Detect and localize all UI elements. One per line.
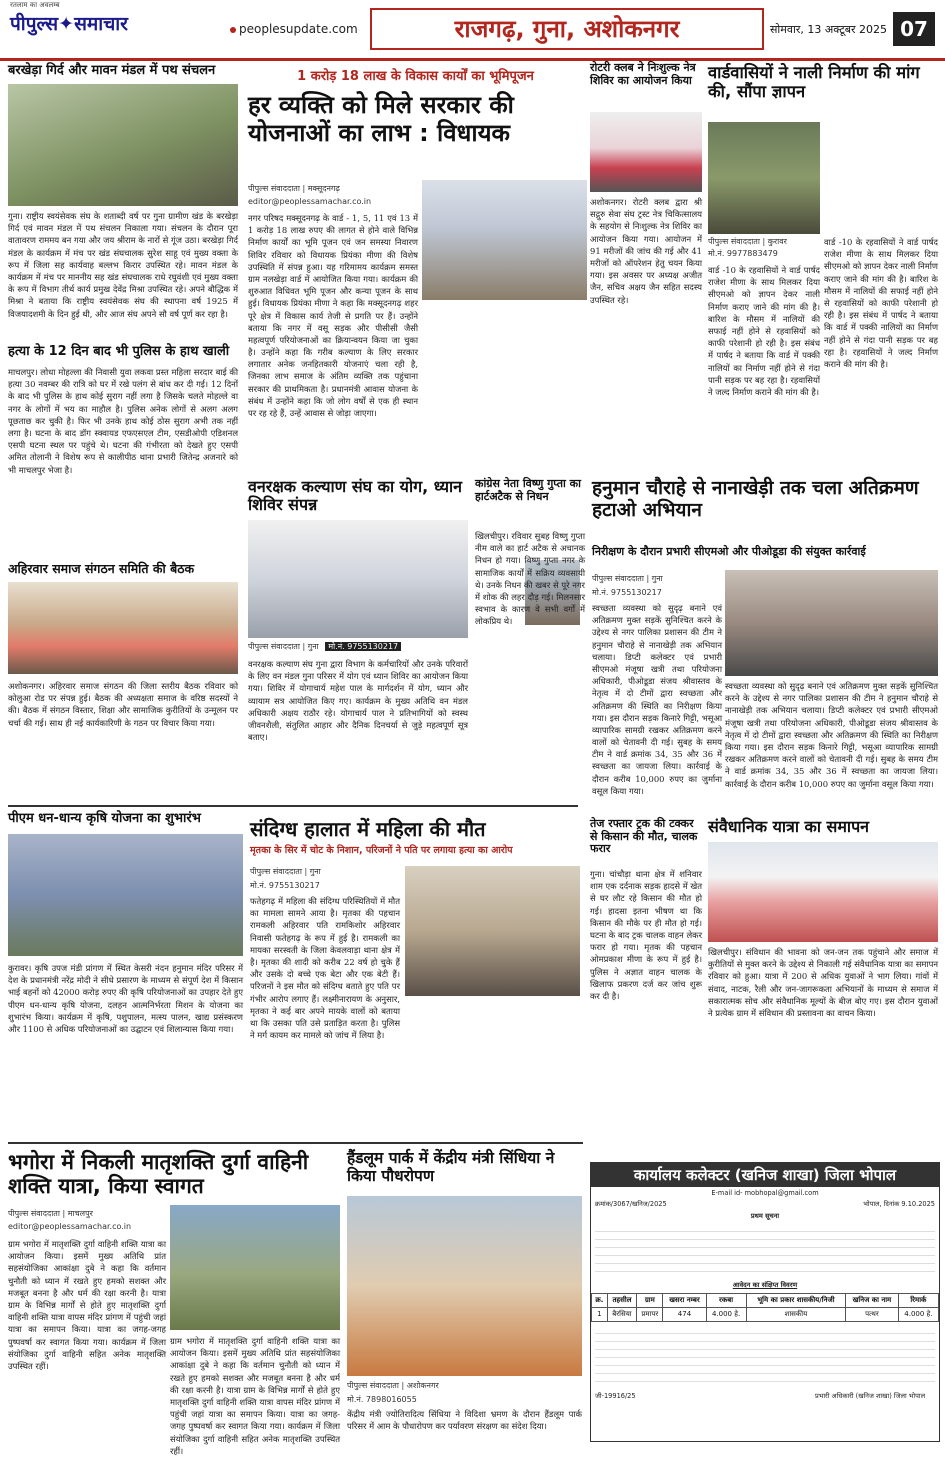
region-banner: राजगढ़, गुना, अशोकनगर: [370, 8, 764, 50]
story15-mobile: मो.नं. 7898016055: [347, 1395, 417, 1404]
ad-table-header: तहसील: [607, 1293, 636, 1307]
story12-headline: तेज रफ्तार ट्रक की टक्कर से किसान की मौत, चालक फरार: [590, 817, 698, 856]
web-icon: [230, 27, 236, 33]
story6-body: वनरक्षक कल्याण संघ गुना द्वारा विभाग के कर्मचारियों और उनके परिवारों के लिए वन मंडल गुना परिसर में योग एवं ध्यान शिविर का आयोजन किया गया। शिविर में योगाचार्य महेश पाल के मार्गदर्शन में योग, ध्यान और व्यायाम सत्र आयोजित किए गए। कार्यक्रम के मुख्य अतिथि वन मंडल अधिकारी अक्षय राठौर रहे। योगाचार्य पाल ने प्रतिभागियों को स्वस्थ जीवनशैली, संतुलित आहार और दैनिक दिनचर्या से जुड़े महत्वपूर्ण सूत्र बताए।: [248, 659, 468, 743]
story4-body-col2: वार्ड -10 के रहवासियों ने वार्ड पार्षद राजेश मीणा के साथ मिलकर दिया सीएमओ को ज्ञापन देकर नाली निर्माण कराए जाने की मांग की है। बारिश के मौसम में नालियों की सफाई नहीं होने से रहवासियों को काफी परेशानी हो रही है। इस संबंध में पार्षद ने बताया कि वार्ड में पक्की नालियों का निर्माण नहीं होने से गंदा पानी सड़क पर बह रहा है। रहवासियों ने जल्द निर्माण कराने की मांग की है।: [708, 265, 820, 397]
story13-photo: [708, 842, 938, 942]
story8-headline: अहिरवार समाज संगठन समिति की बैठक: [8, 561, 195, 576]
story8-photo: [8, 582, 238, 674]
issue-date: सोमवार, 13 अक्टूबर 2025: [770, 23, 888, 36]
story14-photo: [170, 1205, 340, 1330]
story14-byline: पीपुल्स संवाददाता | माचलपुर: [8, 1209, 93, 1218]
ad-ref: क्रमांक/3067/खनिज/2025: [595, 1199, 667, 1208]
ad-table-header: ग्राम: [637, 1293, 663, 1307]
ad-date: भोपाल, दिनांक 9.10.2025: [863, 1199, 935, 1208]
story11-mobile: मो.नं. 9755130217: [250, 881, 320, 890]
story6-headline: वनरक्षक कल्याण संघ का योग, ध्यान शिविर संपन्न: [248, 477, 463, 515]
story5-headline: हत्या के 12 दिन बाद भी पुलिस के हाथ खाली: [8, 344, 230, 359]
story9-photo: [725, 570, 938, 676]
ad-table: [591, 1293, 939, 1322]
ad-table-header: रिमार्क: [898, 1293, 938, 1307]
story3-body: अशोकनगर। रोटरी क्लब द्वारा श्री सद्गुरु सेवा संघ ट्रस्ट नेत्र चिकित्सालय के सहयोग से निःशुल्क नेत्र शिविर का आयोजन किया गया। आयोजन में 91 मरीजों की जांच की गई और 41 मरीजों को ऑपरेशन हेतु चयन किया गया। इस अवसर पर अध्यक्ष अजीत जैन, सचिव अक्षय जैन सहित सदस्य उपस्थित रहे।: [590, 197, 702, 305]
story4-photo: [708, 122, 820, 234]
ad-table-header: भूमि का प्रकार शासकीय/निजी: [746, 1293, 845, 1307]
ad-table-cell: 4.000 हे.: [898, 1307, 938, 1321]
ad-table-cell: प्रमापर: [637, 1307, 663, 1321]
story3-headline: रोटरी क्लब ने निःशुल्क नेत्र शिविर का आयोजन किया: [590, 61, 696, 87]
ad-conditions-text: [595, 1326, 935, 1388]
story14-body: ग्राम भगोरा में मातृशक्ति दुर्गा वाहिनी शक्ति यात्रा का आयोजन किया। इसमें मुख्य अतिथि प्रांत सहसंयोजिका आकांक्षा दुबे ने कहा कि वर्तमान चुनौती को ध्यान में रखते हुए हमको सशक्त और मजबूत बनना है और धर्म की रक्षा करनी है। यात्रा ग्राम के विभिन्न मार्गों से होते हुए मातृशक्ति दुर्गा वाहिनी शक्ति यात्रा वापस मंदिर प्रांगण में पहुंची जहां यात्रा का समापन किया। यात्रा का जगह-जगह पुष्पवर्षा कर स्वागत किया गया। कार्यक्रम में जिला संयोजिका दुर्गा वाहिनी सहित अनेक मातृशक्ति उपस्थित रहीं।: [8, 1239, 166, 1371]
story15-photo: [347, 1196, 582, 1376]
story14-headline: भगोरा में निकली मातृशक्ति दुर्गा वाहिनी शक्ति यात्रा, किया स्वागत: [8, 1150, 309, 1199]
ad-footer: [591, 1392, 939, 1401]
divider: [8, 1142, 583, 1144]
story10-body: कुरावर। कृषि उपज मंडी प्रांगण में स्थित केसरी नंदन हनुमान मंदिर परिसर में देश के प्रधानमंत्री नरेंद्र मोदी ने सीधे प्रसारण के माध्यम से संपूर्ण देश में किसान भाई बहनों को 42000 करोड़ रुपए की कृषि परियोजनाओं का उपहार देते हुए पीएम धन-धान्य कृषि योजना, दलहन आत्मनिर्भरता मिशन के योजना का शुभारंभ किया। कार्यक्रम में कृषि, पशुपालन, मत्स्य पालन, खाद्य प्रसंस्करण और 1100 से अधिक परियोजनाओं का उद्घाटन एवं शिलान्यास किया गया।: [8, 963, 243, 1034]
story15-byline: पीपुल्स संवाददाता | अशोकनगर: [347, 1381, 439, 1390]
story8-body: अशोकनगर। अहिरवार समाज संगठन की जिला स्तरीय बैठक रविवार को कोलुआ रोड पर संपन्न हुई। बैठक की अध्यक्षता समाज के वरिष्ठ सदस्यों ने की। बैठक में संगठन विस्तार, शिक्षा और सामाजिक कुरीतियों के उन्मूलन पर चर्चा की गई। साथ ही नई कार्यकारिणी के गठन पर विचार किया गया।: [8, 681, 238, 728]
brand-logo: रतलाम का अवलम्ब पीपुल्स✦समाचार: [10, 1, 128, 35]
mining-notice-ad: [590, 1162, 940, 1442]
story14-email: editor@peoplessamachar.co.in: [8, 1222, 132, 1231]
story2-kicker: 1 करोड़ 18 लाख के विकास कार्यों का भूमिपूजन: [297, 69, 534, 84]
story1-body: गुना। राष्ट्रीय स्वयंसेवक संघ के शताब्दी वर्ष पर गुना ग्रामीण खंड के बरखेड़ा गिर्द एवं मावन मंडल में पथ संचलन निकाला गया। संचलन के दौरान पूरा वातावरण राममय बन गया और जय श्रीराम के नारों से गूंज उठा। बरखेड़ा गिर्द मंडल के कार्यक्रम में मंच पर खंड संघचालक सुरेश साहू एवं मुख्य वक्ता के रूप में जिला सह कार्यवाह बल्लभ किरार उपस्थित रहे। मावन मंडल के कार्यक्रम में मंच पर माननीय सह खंड संघचालक राधे रघुवंशी एवं मुख्य वक्ता के रूप में विभाग तीर्थ कार्य प्रमुख देवेंद्र मिश्रा उपस्थित रहे। अपने बौद्धिक में मिश्रा ने बताया कि राष्ट्रीय स्वयंसेवक संघ की स्थापना वर्ष 1925 में विजयादशमी के दिन हुई थी, और आज संघ अपने सौ वर्ष पूर्ण कर रहा है।: [8, 211, 238, 319]
story11-photo: [405, 866, 580, 996]
story2-body: नगर परिषद मक्सूदनगढ़ के वार्ड - 1, 5, 11 एवं 13 में 1 करोड़ 18 लाख रुपए की लागत से होने वाले विभिन्न निर्माण कार्यों का भूमि पूजन एवं जन समस्या निवारण शिविर रविवार को विधायक प्रियंका मीणा की विशेष उपस्थिति में संपन्न हुआ। यह गरिमामय कार्यक्रम समस्त ग्राम नलखेड़ा वार्ड में आयोजित किया गया। कार्यक्रम की शुरुआत विधिवत भूमि पूजन और कन्या पूजन के साथ हुई। विधायक प्रियंका मीणा ने कहा कि मक्सूदनगढ़ शहर पूरे क्षेत्र में विकास कार्य तेजी से प्रगति पर हैं। उन्होंने बताया कि नगर में वसू सड़क और पीसीसी जैसी महत्वपूर्ण परियोजनाओं का क्रियान्वयन किया जा चुका है। उन्होंने कहा कि गरीब कल्याण के लिए सरकार लगातार अनेक जनहितकारी योजनाएं चला रही है, जिनका लाभ समाज के अंतिम व्यक्ति तक पहुंचाना सरकार की प्राथमिकता है। प्रधानमंत्री आवास योजना के संबंध में उन्होंने कहा कि जो लोग वर्षों से एक ही स्थान पर रह रहे हैं, उन्हें आवास से जोड़ा जाएगा।: [248, 213, 418, 418]
story9-mobile: मो.नं. 9755130217: [592, 588, 662, 597]
story7-headline: कांग्रेस नेता विष्णु गुप्ता का हार्टअटैक से निधन: [475, 477, 581, 503]
story2-headline: हर व्यक्ति को मिले सरकार की योजनाओं का लाभ : विधायक: [248, 91, 514, 147]
ad-table-cell: शासकीय: [746, 1307, 845, 1321]
story2-email: editor@peoplessamachar.co.in: [248, 197, 372, 206]
ad-signature: प्रभारी अधिकारी (खनिज शाखा) जिला भोपाल: [814, 1391, 926, 1400]
story11-body: फतेहगढ़ में महिला की संदिग्ध परिस्थितियों में मौत का मामला सामने आया है। मृतका की पहचान रामकली अहिरवार पति रामकिशोर अहिरवार निवासी फतेहगढ़ के रूप में हुई है। रामकली का मायका सरस्वती के जिला केवलवाड़ा थाना क्षेत्र में है। मृतका की शादी को करीब 22 वर्ष हो चुके हैं और उसके दो बच्चे एक बेटा और एक बेटी हैं। परिजनों ने इस मौत को संदिग्ध बताते हुए पति पर गंभीर आरोप लगाए हैं। लक्ष्मीनारायण के अनुसार, मृतका ने कई बार अपने मायके वालों को बताया था कि उसका पति उसे प्रताड़ित करता है। पुलिस ने मर्ग कायम कर मामले को जांच में लिया है।: [250, 896, 400, 1041]
ad-notice-text: [595, 1224, 935, 1278]
story6-byline: पीपुल्स संवाददाता | गुना मो.नं. 9755130217: [248, 641, 468, 652]
story3-photo: [590, 112, 702, 192]
website: peoplesupdate.com: [230, 22, 358, 36]
tagline: रतलाम का अवलम्ब: [10, 1, 60, 9]
story9-body-cont: स्वच्छता व्यवस्था को सुदृढ़ बनाने एवं अतिक्रमण मुक्त सड़कें सुनिश्चित करने के उद्देश्य से नगर पालिका प्रशासन की टीम ने हनुमान चौराहे से नानाखेड़ी तक अभियान चलाया। डिप्टी कलेक्टर एवं प्रभारी सीएमओ मंजूषा खत्री तथा परियोजना अधिकारी, पीओडूडा संजय श्रीवास्तव के नेतृत्व में दो टीमों द्वारा स्वच्छता और अतिक्रमण की स्थिति का निरीक्षण किया गया। इस दौरान सड़क किनारे गिट्टी, भसूआ व्यापारिक सामग्री रखकर अतिक्रमण करने वालों को चेतावनी दी गई। सुबह के समय टीम ने वार्ड क्रमांक 34, 35 और 36 में स्वच्छता का जायजा लिया। कार्रवाई के दौरान करीब 10,000 रुपए का जुर्माना वसूल किया गया।: [725, 681, 938, 789]
story10-photo: [8, 834, 243, 956]
story9-headline: हनुमान चौराहे से नानाखेड़ी तक चला अतिक्रमण हटाओ अभियान: [592, 477, 919, 521]
story1-headline: बरखेड़ा गिर्द और मावन मंडल में पथ संचलन: [8, 63, 216, 78]
ad-table-header: रकबा: [706, 1293, 746, 1307]
ad-table-header: खनिज का नाम: [846, 1293, 899, 1307]
ad-table-cell: 1: [592, 1307, 608, 1321]
story13-body: खिलचीपुर। संविधान की भावना को जन-जन तक पहुंचाने और समाज में कुरीतियों से मुक्त करने के उद्देश्य से निकाली गई संवैधानिक यात्रा का समापन रविवार को हुआ। यात्रा में 200 से अधिक युवाओं ने भाग लिया। गांवों में संवाद, नाटक, रैली और जन-जागरूकता अभियानों के माध्यम से समाज में सकारात्मक सोच और संवैधानिक मूल्यों के बीज बोए गए। इस दौरान युवाओं ने प्रत्येक ग्राम में संविधान की प्रस्तावना का वाचन किया।: [708, 947, 938, 1018]
ad-notice-title: प्रथम सूचना: [750, 1211, 780, 1220]
divider: [8, 805, 578, 807]
story5-body: माचलपुर। लोधा मोहल्ला की निवासी युवा लकवा प्रस्त महिला सरदार बाई की हत्या 30 नवम्बर की रात्रि को घर में रखे पलंग से बांध कर दी गई। 12 दिनों के बाद भी पुलिस के हाथ कोई सुराग नहीं लगा है जिसके चलते मोहल्ले वा नगर के लोगों में भय का माहौल है। पुलिस अनेक लोगों से अलग अलग पूछताछ कर चुकी है। फिर भी उनके हाथ कोई ठोस सुराग अभी तक नहीं लगा है। घटना के बाद डॉग स्क्वायड एफएसएल टीम, एसडीओपी एडिशनल एसपी घटना स्थल पर पहुंचे थे। घटना की गंभीरता को देखते हुए एसपी अमित तोलानी ने विशेष रूप से कालीपीठ थाना प्रभारी जितेन्द्र अजनारे को भी माचलपुर भेजा है।: [8, 367, 238, 475]
story9-deck: निरीक्षण के दौरान प्रभारी सीएमओ और पीओडूडा की संयुक्त कार्रवाई: [592, 545, 866, 558]
story9-body: स्वच्छता व्यवस्था को सुदृढ़ बनाने एवं अतिक्रमण मुक्त सड़कें सुनिश्चित करने के उद्देश्य से नगर पालिका प्रशासन की टीम ने हनुमान चौराहे से नानाखेड़ी तक अभियान चलाया। डिप्टी कलेक्टर एवं प्रभारी सीएमओ मंजूषा खत्री तथा परियोजना अधिकारी, पीओडूडा संजय श्रीवास्तव के नेतृत्व में दो टीमों द्वारा स्वच्छता और अतिक्रमण की स्थिति का निरीक्षण किया गया। इस दौरान सड़क किनारे गिट्टी, भसूआ व्यापारिक सामग्री रखकर अतिक्रमण करने वालों को चेतावनी दी गई। सुबह के समय टीम ने वार्ड क्रमांक 34, 35 और 36 में स्वच्छता का जायजा लिया। कार्रवाई के दौरान करीब 10,000 रुपए का जुर्माना वसूल किया गया।: [592, 603, 722, 796]
story12-body: गुना। चांचौड़ा थाना क्षेत्र में शनिवार शाम एक दर्दनाक सड़क हादसे में खेत से घर लौट रहे किसान की मौत हो गई। हादसा इतना भीषण था कि किसान की मौके पर ही मौत हो गई। घटना के बाद ट्रक चालक वाहन लेकर फरार हो गया। मृतक की पहचान ओमप्रकाश मीणा के रूप में हुई है। पुलिस ने अज्ञात वाहन चालक के खिलाफ प्रकरण दर्ज कर जांच शुरू कर दी है।: [590, 869, 702, 1001]
story4-body: वार्ड -10 के रहवासियों ने वार्ड पार्षद राजेश मीणा के साथ मिलकर दिया सीएमओ को ज्ञापन देकर नाली निर्माण कराए जाने की मांग की है। बारिश के मौसम में नालियों की सफाई नहीं होने से रहवासियों को काफी परेशानी हो रही है। इस संबंध में पार्षद ने बताया कि वार्ड में पक्की नालियों का निर्माण नहीं होने से गंदा पानी सड़क पर बह रहा है। रहवासियों ने जल्द निर्माण कराने की मांग की है।: [824, 237, 938, 369]
story11-deck: मृतका के सिर में चोट के निशान, परिजनों ने पति पर लगाया हत्या का आरोप: [250, 845, 513, 856]
ad-code: जी-19916/25: [595, 1391, 636, 1400]
story4-mobile: मो.नं. 9977883479: [708, 249, 778, 258]
page-number: 07: [893, 12, 935, 46]
ad-title: कार्यालय कलेक्टर (खनिज शाखा) जिला भोपाल: [591, 1163, 939, 1187]
story11-headline: संदिग्ध हालात में महिला की मौत: [250, 817, 486, 841]
ad-email: E-mail id- mobhopal@gmail.com: [711, 1189, 819, 1197]
story10-headline: पीएम धन-धान्य कृषि योजना का शुभारंभ: [8, 811, 201, 826]
story4-headline: वार्डवासियों ने नाली निर्माण की मांग की, सौंपा ज्ञापन: [708, 63, 920, 101]
ad-table-header: क्र.: [592, 1293, 608, 1307]
story13-headline: संवैधानिक यात्रा का समापन: [708, 817, 870, 836]
story4-byline: पीपुल्स संवाददाता | कुरावर: [708, 237, 787, 246]
story11-byline: पीपुल्स संवाददाता | गुना: [250, 867, 321, 876]
ad-table-cell: बैरसिया: [607, 1307, 636, 1321]
story7-body: खिलचीपुर। रविवार सुबह विष्णु गुप्ता नीम वाले का हार्ट अटैक से अचानक निधन हो गया। विष्णु गुप्ता नगर के सामाजिक कार्यों में सक्रिय व्यवसायी थे। उनके निधन की खबर से पूरे नगर में शोक की लहर दौड़ गई। मिलनसार स्वभाव के कारण वे सभी वर्गों में लोकप्रिय थे।: [475, 531, 585, 627]
ad-table-header: खसरा नम्बर: [663, 1293, 706, 1307]
ad-ref-row: [591, 1200, 939, 1209]
story1-photo: [8, 84, 238, 206]
story2-byline: पीपुल्स संवाददाता | मक्सूदनगढ़: [248, 184, 340, 193]
story9-byline: पीपुल्स संवाददाता | गुना: [592, 574, 663, 583]
ad-table-cell: पत्थर: [846, 1307, 899, 1321]
ad-summary-title: आवेदन का संक्षिप्त विवरण: [732, 1280, 798, 1289]
ad-table-cell: 474: [663, 1307, 706, 1321]
story14-body-cont: ग्राम भगोरा में मातृशक्ति दुर्गा वाहिनी शक्ति यात्रा का आयोजन किया। इसमें मुख्य अतिथि प्रांत सहसंयोजिका आकांक्षा दुबे ने कहा कि वर्तमान चुनौती को ध्यान में रखते हुए हमको सशक्त और मजबूत बनना है और धर्म की रक्षा करनी है। यात्रा ग्राम के विभिन्न मार्गों से होते हुए मातृशक्ति दुर्गा वाहिनी शक्ति यात्रा वापस मंदिर प्रांगण में पहुंची जहां यात्रा का समापन किया। यात्रा का जगह-जगह पुष्पवर्षा कर स्वागत किया गया। कार्यक्रम में जिला संयोजिका दुर्गा वाहिनी सहित अनेक मातृशक्ति उपस्थित रहीं।: [170, 1336, 340, 1456]
ad-table-cell: 4.000 हे.: [706, 1307, 746, 1321]
story15-headline: हैंडलूम पार्क में केंद्रीय मंत्री सिंधिया ने किया पौधरोपण: [347, 1149, 555, 1185]
story15-caption: केंद्रीय मंत्री ज्योतिरादित्य सिंधिया ने विदिशा भ्रमण के दौरान हैंडलूम पार्क परिसर में आम के पौधारोपण कर पर्यावरण संरक्षण का संदेश दिया।: [347, 1409, 582, 1432]
story2-photo: [422, 180, 587, 300]
story6-photo: [248, 520, 468, 638]
